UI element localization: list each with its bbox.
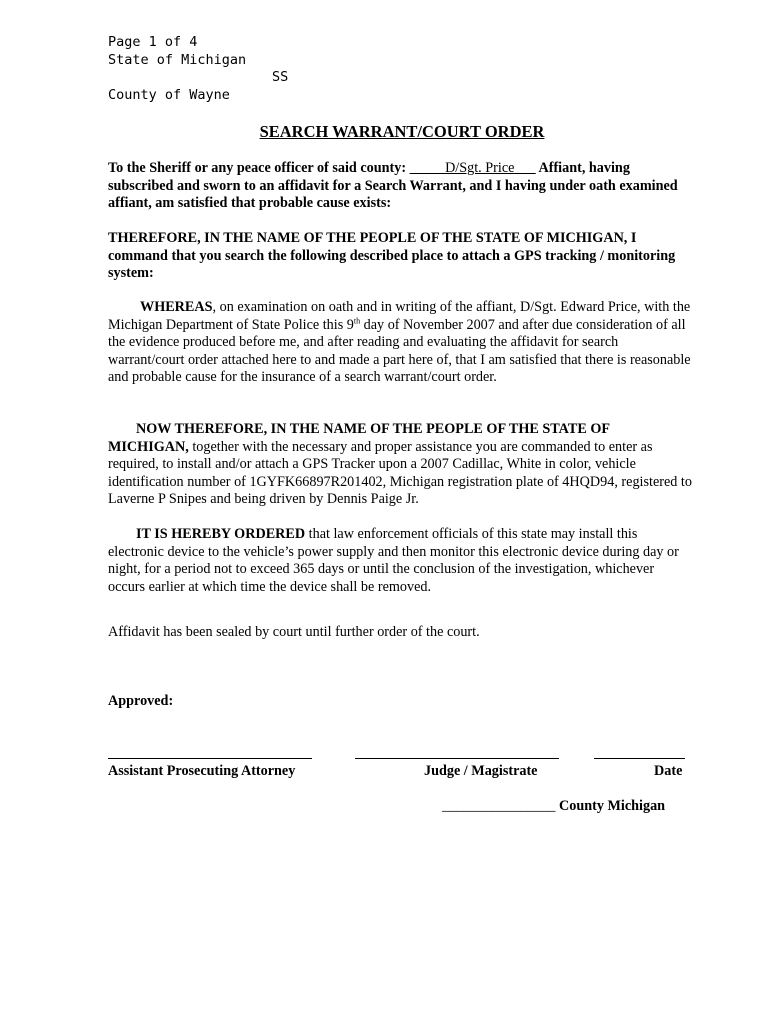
- now-therefore-paragraph: [108, 421, 693, 509]
- now-therefore-keyword: NOW THEREFORE, IN THE NAME OF THE PEOPLE OF THE STATE OF MICHIGAN,: [108, 421, 610, 455]
- judge-signature-line: [355, 758, 559, 759]
- page-indicator: Page 1 of 4: [108, 34, 198, 50]
- affiant-name: D/Sgt. Price: [445, 160, 515, 176]
- state-line: State of Michigan: [108, 52, 247, 68]
- prosecutor-label: Assistant Prosecuting Attorney: [108, 763, 296, 779]
- now-therefore-text: together with the necessary and proper assistance you are commanded to enter as required, to install and/or attach a GPS Tracker upon a 2007 Cadillac, White in color, vehicle identification number of 1GYFK66897R201402, Michigan registration plate of 4HQD94, registered to Laverne P Snipes and being driven by Dennis Paige Jr.: [108, 438, 692, 508]
- ordered-paragraph: [108, 526, 693, 596]
- date-signature-line: [594, 758, 685, 759]
- whereas-keyword: WHEREAS: [140, 299, 213, 315]
- approved-label: Approved:: [108, 693, 174, 709]
- sealed-notice: Affidavit has been sealed by court until further order of the court.: [108, 624, 480, 640]
- county-label: County Michigan: [559, 798, 666, 814]
- whereas-part2: day of November 2007 and after due consideration of all the evidence produced before me, and after reading and evaluating the affidavit for search warrant/court order attached here to and made a part here of, that I am satisfied that there is reasonable and probable cause for the insurance of a search warrant/court order.: [108, 316, 691, 386]
- intro-paragraph: [108, 160, 693, 213]
- county-blank: ________________: [442, 798, 556, 814]
- document-title: SEARCH WARRANT/COURT ORDER: [259, 122, 545, 141]
- ordered-text: that law enforcement officials of this state may install this electronic device to the vehicle’s power supply and then monitor this electronic device during day or night, for a period not to exceed 365 days or until the conclusion of the investigation, whichever occurs earlier at which time the device shall be removed.: [108, 526, 679, 595]
- ss-mark: SS: [272, 69, 289, 85]
- command-paragraph: THEREFORE, IN THE NAME OF THE PEOPLE OF THE STATE OF MICHIGAN, I command that you search the following described place to attach a GPS tracking / monitoring system:: [108, 230, 676, 282]
- affiant-name-field: [410, 160, 536, 176]
- county-signature: [442, 798, 665, 815]
- county-line: County of Wayne: [108, 87, 230, 103]
- intro-lead: To the Sheriff or any peace officer of said county:: [108, 160, 407, 176]
- whereas-ordinal: th: [353, 315, 361, 325]
- intro-rest: Affiant, having subscribed and sworn to an affidavit for a Search Warrant, and I having under oath examined affiant, am satisfied that probable cause exists:: [108, 160, 678, 212]
- date-label: Date: [654, 763, 683, 779]
- judge-label: Judge / Magistrate: [424, 763, 538, 779]
- prosecutor-signature-line: [108, 758, 312, 759]
- whereas-paragraph: [108, 299, 693, 387]
- ordered-keyword: IT IS HEREBY ORDERED: [136, 526, 306, 542]
- whereas-part1: , on examination on oath and in writing of the affiant, D/Sgt. Edward Price, with the Michigan Department of State Police this 9: [108, 299, 691, 333]
